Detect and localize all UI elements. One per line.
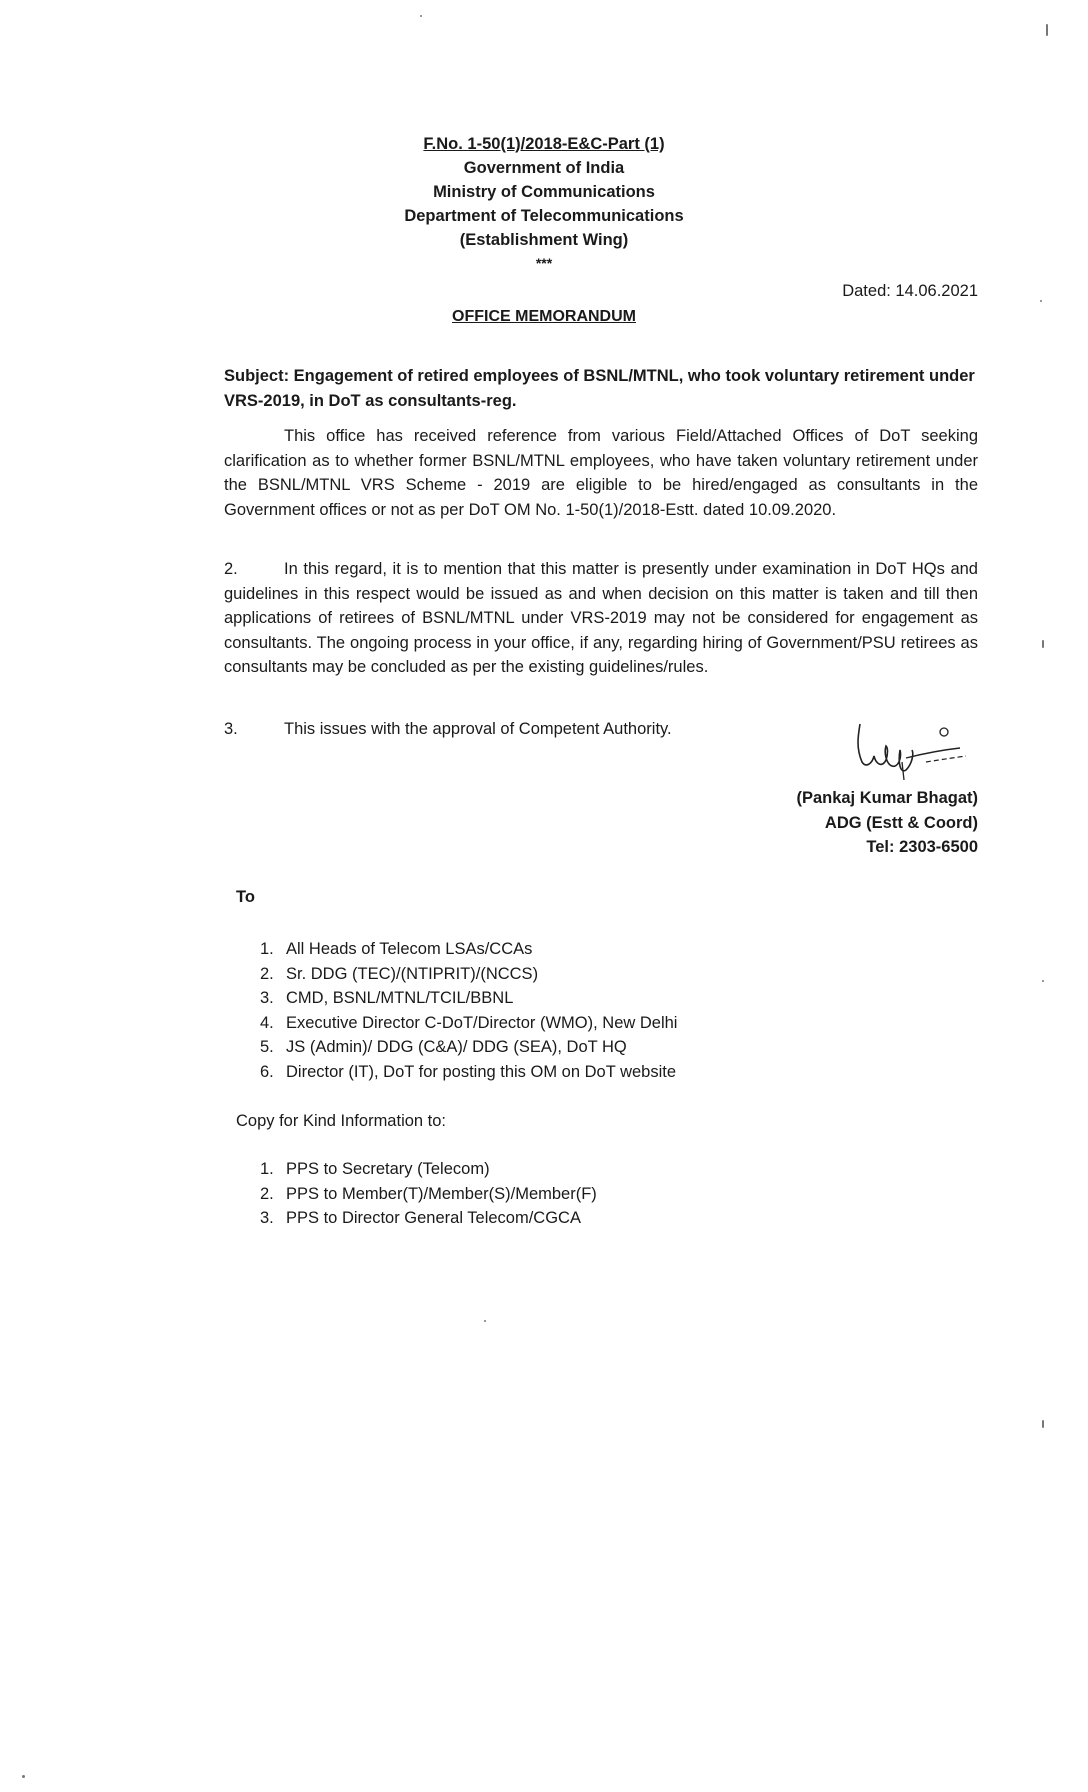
scan-speck bbox=[420, 15, 422, 17]
list-item: 3. CMD, BSNL/MTNL/TCIL/BBNL bbox=[260, 989, 514, 1007]
scan-speck bbox=[1042, 1420, 1044, 1428]
document-header bbox=[0, 132, 1088, 272]
memo-title: OFFICE MEMORANDUM bbox=[452, 308, 636, 325]
list-item: 5. JS (Admin)/ DDG (C&A)/ DDG (SEA), DoT HQ bbox=[260, 1038, 627, 1056]
paragraph-1 bbox=[224, 424, 978, 522]
paragraph-text: In this regard, it is to mention that this matter is presently under examination in DoT HQs and guidelines in this respect would be issued as and when decision on this matter is taken and till then applications of retirees of BSNL/MTNL under VRS-2019 may not be considered for engagement as consultants. The ongoing process in your office, if any, regarding hiring of Government/PSU retirees as consultants may be concluded as per the existing guidelines/rules. bbox=[224, 560, 978, 676]
recipient-list bbox=[260, 937, 677, 1084]
list-item: 2. PPS to Member(T)/Member(S)/Member(F) bbox=[260, 1184, 597, 1203]
paragraph-text: This office has received reference from various Field/Attached Offices of DoT seeking clarification as to whether former BSNL/MTNL employees, who have taken voluntary retirement under the BSNL/MTNL VRS Scheme - 2019 are eligible to be hired/engaged as consultants in the Government offices or not as per DoT OM No. 1-50(1)/2018-Estt. dated 10.09.2020. bbox=[224, 427, 978, 519]
signatory-block bbox=[678, 786, 978, 860]
list-item: 2. Sr. DDG (TEC)/(NTIPRIT)/(NCCS) bbox=[260, 964, 539, 983]
department-name: Department of Telecommunications bbox=[404, 207, 684, 225]
scan-speck bbox=[1040, 300, 1042, 302]
date-line: Dated: 14.06.2021 bbox=[842, 282, 978, 300]
scan-speck bbox=[1042, 640, 1044, 648]
file-number: F.No. 1-50(1)/2018-E&C-Part (1) bbox=[423, 135, 665, 153]
list-item: 1. PPS to Secretary (Telecom) bbox=[260, 1160, 490, 1178]
scan-speck bbox=[1046, 24, 1048, 36]
scan-speck bbox=[1042, 980, 1044, 982]
scan-speck bbox=[484, 1320, 486, 1322]
list-item: 4. Executive Director C-DoT/Director (WMO), New Delhi bbox=[260, 1013, 678, 1032]
government-name: Government of India bbox=[463, 159, 625, 177]
list-item: 3. PPS to Director General Telecom/CGCA bbox=[260, 1209, 581, 1227]
list-item: 1. All Heads of Telecom LSAs/CCAs bbox=[260, 940, 533, 958]
signature-image bbox=[842, 718, 992, 780]
copy-to-label: Copy for Kind Information to: bbox=[236, 1112, 447, 1130]
copy-list bbox=[260, 1157, 597, 1231]
paragraph-2 bbox=[224, 557, 978, 680]
ministry-name: Ministry of Communications bbox=[433, 183, 655, 201]
list-item: 6. Director (IT), DoT for posting this OM on DoT website bbox=[260, 1062, 677, 1081]
scan-speck bbox=[22, 1775, 25, 1778]
signatory-name: (Pankaj Kumar Bhagat) bbox=[796, 789, 978, 807]
wing-name: (Establishment Wing) bbox=[459, 231, 629, 249]
signatory-designation: ADG (Estt & Coord) bbox=[824, 813, 978, 832]
paragraph-text: This issues with the approval of Competent Authority. bbox=[284, 720, 672, 738]
to-label: To bbox=[236, 888, 255, 906]
paragraph-number: 2. bbox=[224, 560, 238, 578]
header-stars: *** bbox=[535, 255, 553, 271]
paragraph-number: 3. bbox=[224, 720, 238, 738]
signatory-telephone: Tel: 2303-6500 bbox=[866, 838, 978, 856]
subject-line: Subject: Engagement of retired employees of BSNL/MTNL, who took voluntary retirement under VRS-2019, in DoT as consultants-reg. bbox=[224, 367, 975, 410]
